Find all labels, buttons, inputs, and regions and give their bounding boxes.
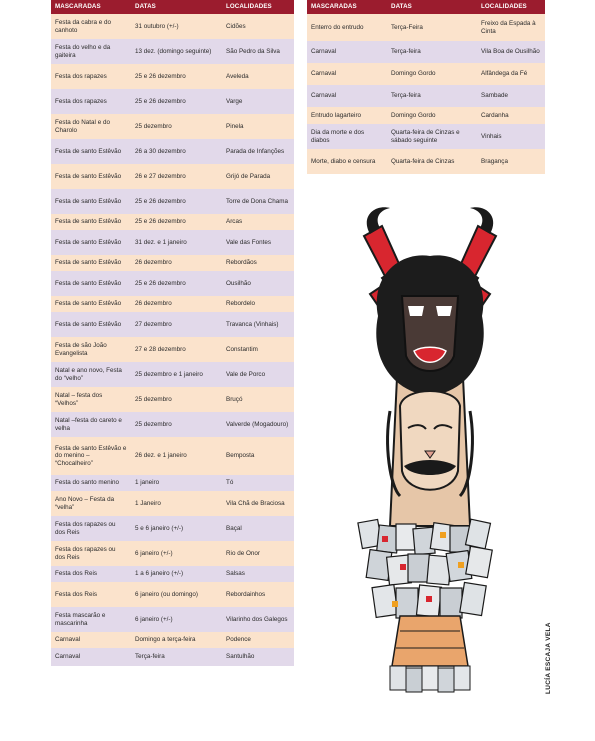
- cell-mascarada: Festa dos rapazes: [51, 89, 131, 114]
- cell-mascarada: Entrudo lagarteiro: [307, 107, 387, 124]
- table-header-row: [51, 0, 294, 14]
- cell-localidade: Constantim: [222, 337, 294, 362]
- cell-localidade: Vale de Porco: [222, 362, 294, 387]
- cell-mascarada: Festa mascarão e mascarinha: [51, 607, 131, 632]
- table-row: [51, 230, 294, 255]
- table-row: [307, 85, 545, 107]
- cell-data: 25 e 26 dezembro: [131, 189, 222, 214]
- cell-localidade: Vilarinho dos Galegos: [222, 607, 294, 632]
- header-mascaradas: MASCARADAS: [307, 0, 387, 14]
- cell-localidade: Arcas: [222, 214, 294, 230]
- table-row: [51, 255, 294, 271]
- header-datas: DATAS: [387, 0, 477, 14]
- table-row: [51, 189, 294, 214]
- cell-data: 26 dez. e 1 janeiro: [131, 437, 222, 475]
- cell-mascarada: Natal – festa dos “Velhos”: [51, 387, 131, 412]
- table-row: [51, 39, 294, 64]
- cell-localidade: Sambade: [477, 85, 545, 107]
- table-body-right: [307, 14, 545, 174]
- table-row: [51, 541, 294, 566]
- cell-data: 25 dezembro: [131, 387, 222, 412]
- table-row: [51, 412, 294, 437]
- table-row: [51, 89, 294, 114]
- cell-data: 13 dez. (domingo seguinte): [131, 39, 222, 64]
- cell-localidade: Ousilhão: [222, 271, 294, 296]
- illustration-credit: LUCÍA ESCAJA VELA: [545, 622, 552, 694]
- table-row: [51, 648, 294, 666]
- table-row: [51, 387, 294, 412]
- cell-localidade: Pinela: [222, 114, 294, 139]
- cell-mascarada: Natal –festa do careto e velha: [51, 412, 131, 437]
- cell-localidade: Vila Chã de Braciosa: [222, 491, 294, 516]
- table-row: [307, 149, 545, 174]
- cell-data: 6 janeiro (+/-): [131, 607, 222, 632]
- careto-mask-costume-icon: [330, 196, 530, 696]
- cell-localidade: Travanca (Vinhais): [222, 312, 294, 337]
- table-row: [307, 14, 545, 41]
- cell-data: Domingo a terça-feira: [131, 632, 222, 648]
- cell-mascarada: Festa de santo Estêvão: [51, 255, 131, 271]
- cell-localidade: Vinhais: [477, 124, 545, 149]
- cell-data: 31 dez. e 1 janeiro: [131, 230, 222, 255]
- table-header-row: [307, 0, 545, 14]
- cell-localidade: Santulhão: [222, 648, 294, 666]
- cell-data: Domingo Gordo: [387, 63, 477, 85]
- festivals-table-left: [51, 0, 294, 666]
- cell-localidade: Parada de Infanções: [222, 139, 294, 164]
- cell-data: 31 outubro (+/-): [131, 14, 222, 39]
- cell-mascarada: Festa do velho e da gaiteira: [51, 39, 131, 64]
- cell-data: 25 e 26 dezembro: [131, 271, 222, 296]
- cell-localidade: Aveleda: [222, 64, 294, 89]
- table-row: [307, 107, 545, 124]
- cell-mascarada: Festa dos rapazes: [51, 64, 131, 89]
- cell-mascarada: Natal e ano novo, Festa do “velho”: [51, 362, 131, 387]
- cell-data: Quarta-feira de Cinzas: [387, 149, 477, 174]
- cell-mascarada: Festa de santo Estêvão: [51, 189, 131, 214]
- cell-localidade: Tó: [222, 475, 294, 491]
- festivals-table-right: [307, 0, 545, 174]
- table-row: [51, 475, 294, 491]
- cell-localidade: Rebordãos: [222, 255, 294, 271]
- cell-data: Terça-feira: [387, 85, 477, 107]
- cell-mascarada: Carnaval: [307, 85, 387, 107]
- fringe-bottom: [390, 666, 470, 692]
- cell-mascarada: Festa dos Reis: [51, 582, 131, 607]
- cell-mascarada: Festa de santo Estêvão: [51, 312, 131, 337]
- table-row: [51, 632, 294, 648]
- table-row: [51, 582, 294, 607]
- cell-mascarada: Ano Novo – Festa da “velha”: [51, 491, 131, 516]
- cell-data: 26 a 30 dezembro: [131, 139, 222, 164]
- table-row: [307, 63, 545, 85]
- cell-data: Terça-feira: [131, 648, 222, 666]
- cell-mascarada: Festa do santo menino: [51, 475, 131, 491]
- cell-data: Quarta-feira de Cinzas e sábado seguinte: [387, 124, 477, 149]
- cell-data: 25 e 26 dezembro: [131, 64, 222, 89]
- cell-data: 25 e 26 dezembro: [131, 89, 222, 114]
- cell-data: 26 dezembro: [131, 296, 222, 312]
- cell-data: 25 dezembro: [131, 114, 222, 139]
- cell-data: 26 dezembro: [131, 255, 222, 271]
- table-row: [51, 607, 294, 632]
- cell-localidade: Podence: [222, 632, 294, 648]
- table-row: [307, 41, 545, 63]
- table-row: [51, 139, 294, 164]
- cell-data: 26 e 27 dezembro: [131, 164, 222, 189]
- cell-localidade: Vale das Fontes: [222, 230, 294, 255]
- cell-mascarada: Festa de santo Estêvão: [51, 271, 131, 296]
- cell-data: Domingo Gordo: [387, 107, 477, 124]
- table-row: [51, 437, 294, 475]
- cell-mascarada: Carnaval: [307, 41, 387, 63]
- cell-localidade: Rebordainhos: [222, 582, 294, 607]
- header-mascaradas: MASCARADAS: [51, 0, 131, 14]
- cell-mascarada: Festa de são João Evangelista: [51, 337, 131, 362]
- table-row: [51, 312, 294, 337]
- cell-localidade: Valverde (Mogadouro): [222, 412, 294, 437]
- cell-data: Terça-feira: [387, 41, 477, 63]
- table-row: [51, 516, 294, 541]
- table-body-left: [51, 14, 294, 666]
- cell-localidade: Cardanha: [477, 107, 545, 124]
- cell-localidade: Alfândega da Fé: [477, 63, 545, 85]
- table-row: [51, 296, 294, 312]
- cell-localidade: São Pedro da Silva: [222, 39, 294, 64]
- cell-data: Terça-Feira: [387, 14, 477, 41]
- cell-data: 25 dezembro e 1 janeiro: [131, 362, 222, 387]
- table-row: [51, 214, 294, 230]
- table-row: [307, 124, 545, 149]
- cell-localidade: Torre de Dona Chama: [222, 189, 294, 214]
- cell-mascarada: Festa dos rapazes ou dos Reis: [51, 541, 131, 566]
- header-localidades: LOCALIDADES: [477, 0, 545, 14]
- cell-data: 1 janeiro: [131, 475, 222, 491]
- cell-mascarada: Festa de santo Estêvão: [51, 214, 131, 230]
- cell-data: 6 janeiro (+/-): [131, 541, 222, 566]
- cell-localidade: Cidões: [222, 14, 294, 39]
- fabric-fringe: [358, 519, 492, 618]
- cell-mascarada: Festa de santo Estêvão: [51, 139, 131, 164]
- costume-skirt: [392, 616, 468, 666]
- cell-localidade: Bragança: [477, 149, 545, 174]
- cell-data: 6 janeiro (ou domingo): [131, 582, 222, 607]
- cell-localidade: Vila Boa de Ousilhão: [477, 41, 545, 63]
- cell-data: 27 e 28 dezembro: [131, 337, 222, 362]
- table-row: [51, 164, 294, 189]
- cell-mascarada: Festa de santo Estêvão: [51, 164, 131, 189]
- cell-localidade: Baçal: [222, 516, 294, 541]
- cell-mascarada: Carnaval: [51, 632, 131, 648]
- cell-mascarada: Festa dos rapazes ou dos Reis: [51, 516, 131, 541]
- table-row: [51, 114, 294, 139]
- cell-data: 5 e 6 janeiro (+/-): [131, 516, 222, 541]
- cell-mascarada: Festa de santo Estêvão: [51, 230, 131, 255]
- cell-localidade: Rebordelo: [222, 296, 294, 312]
- cell-mascarada: Carnaval: [307, 63, 387, 85]
- cell-data: 25 dezembro: [131, 412, 222, 437]
- table-row: [51, 362, 294, 387]
- cell-mascarada: Enterro do entrudo: [307, 14, 387, 41]
- cell-mascarada: Festa de santo Estêvão e do menino – “Chocalheiro”: [51, 437, 131, 475]
- cell-data: 25 e 26 dezembro: [131, 214, 222, 230]
- cell-localidade: Grijó de Parada: [222, 164, 294, 189]
- cell-localidade: Bruçó: [222, 387, 294, 412]
- cell-localidade: Varge: [222, 89, 294, 114]
- header-localidades: LOCALIDADES: [222, 0, 294, 14]
- cell-mascarada: Carnaval: [51, 648, 131, 666]
- table-row: [51, 337, 294, 362]
- cell-localidade: Rio de Onor: [222, 541, 294, 566]
- table-row: [51, 14, 294, 39]
- table-row: [51, 64, 294, 89]
- black-mask-icon: [376, 255, 483, 396]
- cell-data: 1 Janeiro: [131, 491, 222, 516]
- cell-localidade: Freixo da Espada à Cinta: [477, 14, 545, 41]
- cell-mascarada: Morte, diabo e censura: [307, 149, 387, 174]
- table-row: [51, 491, 294, 516]
- cell-data: 27 dezembro: [131, 312, 222, 337]
- header-datas: DATAS: [131, 0, 222, 14]
- cell-mascarada: Dia da morte e dos diabos: [307, 124, 387, 149]
- cell-mascarada: Festa dos Reis: [51, 566, 131, 582]
- cell-data: 1 a 6 janeiro (+/-): [131, 566, 222, 582]
- cell-mascarada: Festa do Natal e do Charolo: [51, 114, 131, 139]
- cell-mascarada: Festa da cabra e do canhoto: [51, 14, 131, 39]
- cell-localidade: Bemposta: [222, 437, 294, 475]
- table-row: [51, 271, 294, 296]
- table-row: [51, 566, 294, 582]
- cell-localidade: Salsas: [222, 566, 294, 582]
- cell-mascarada: Festa de santo Estêvão: [51, 296, 131, 312]
